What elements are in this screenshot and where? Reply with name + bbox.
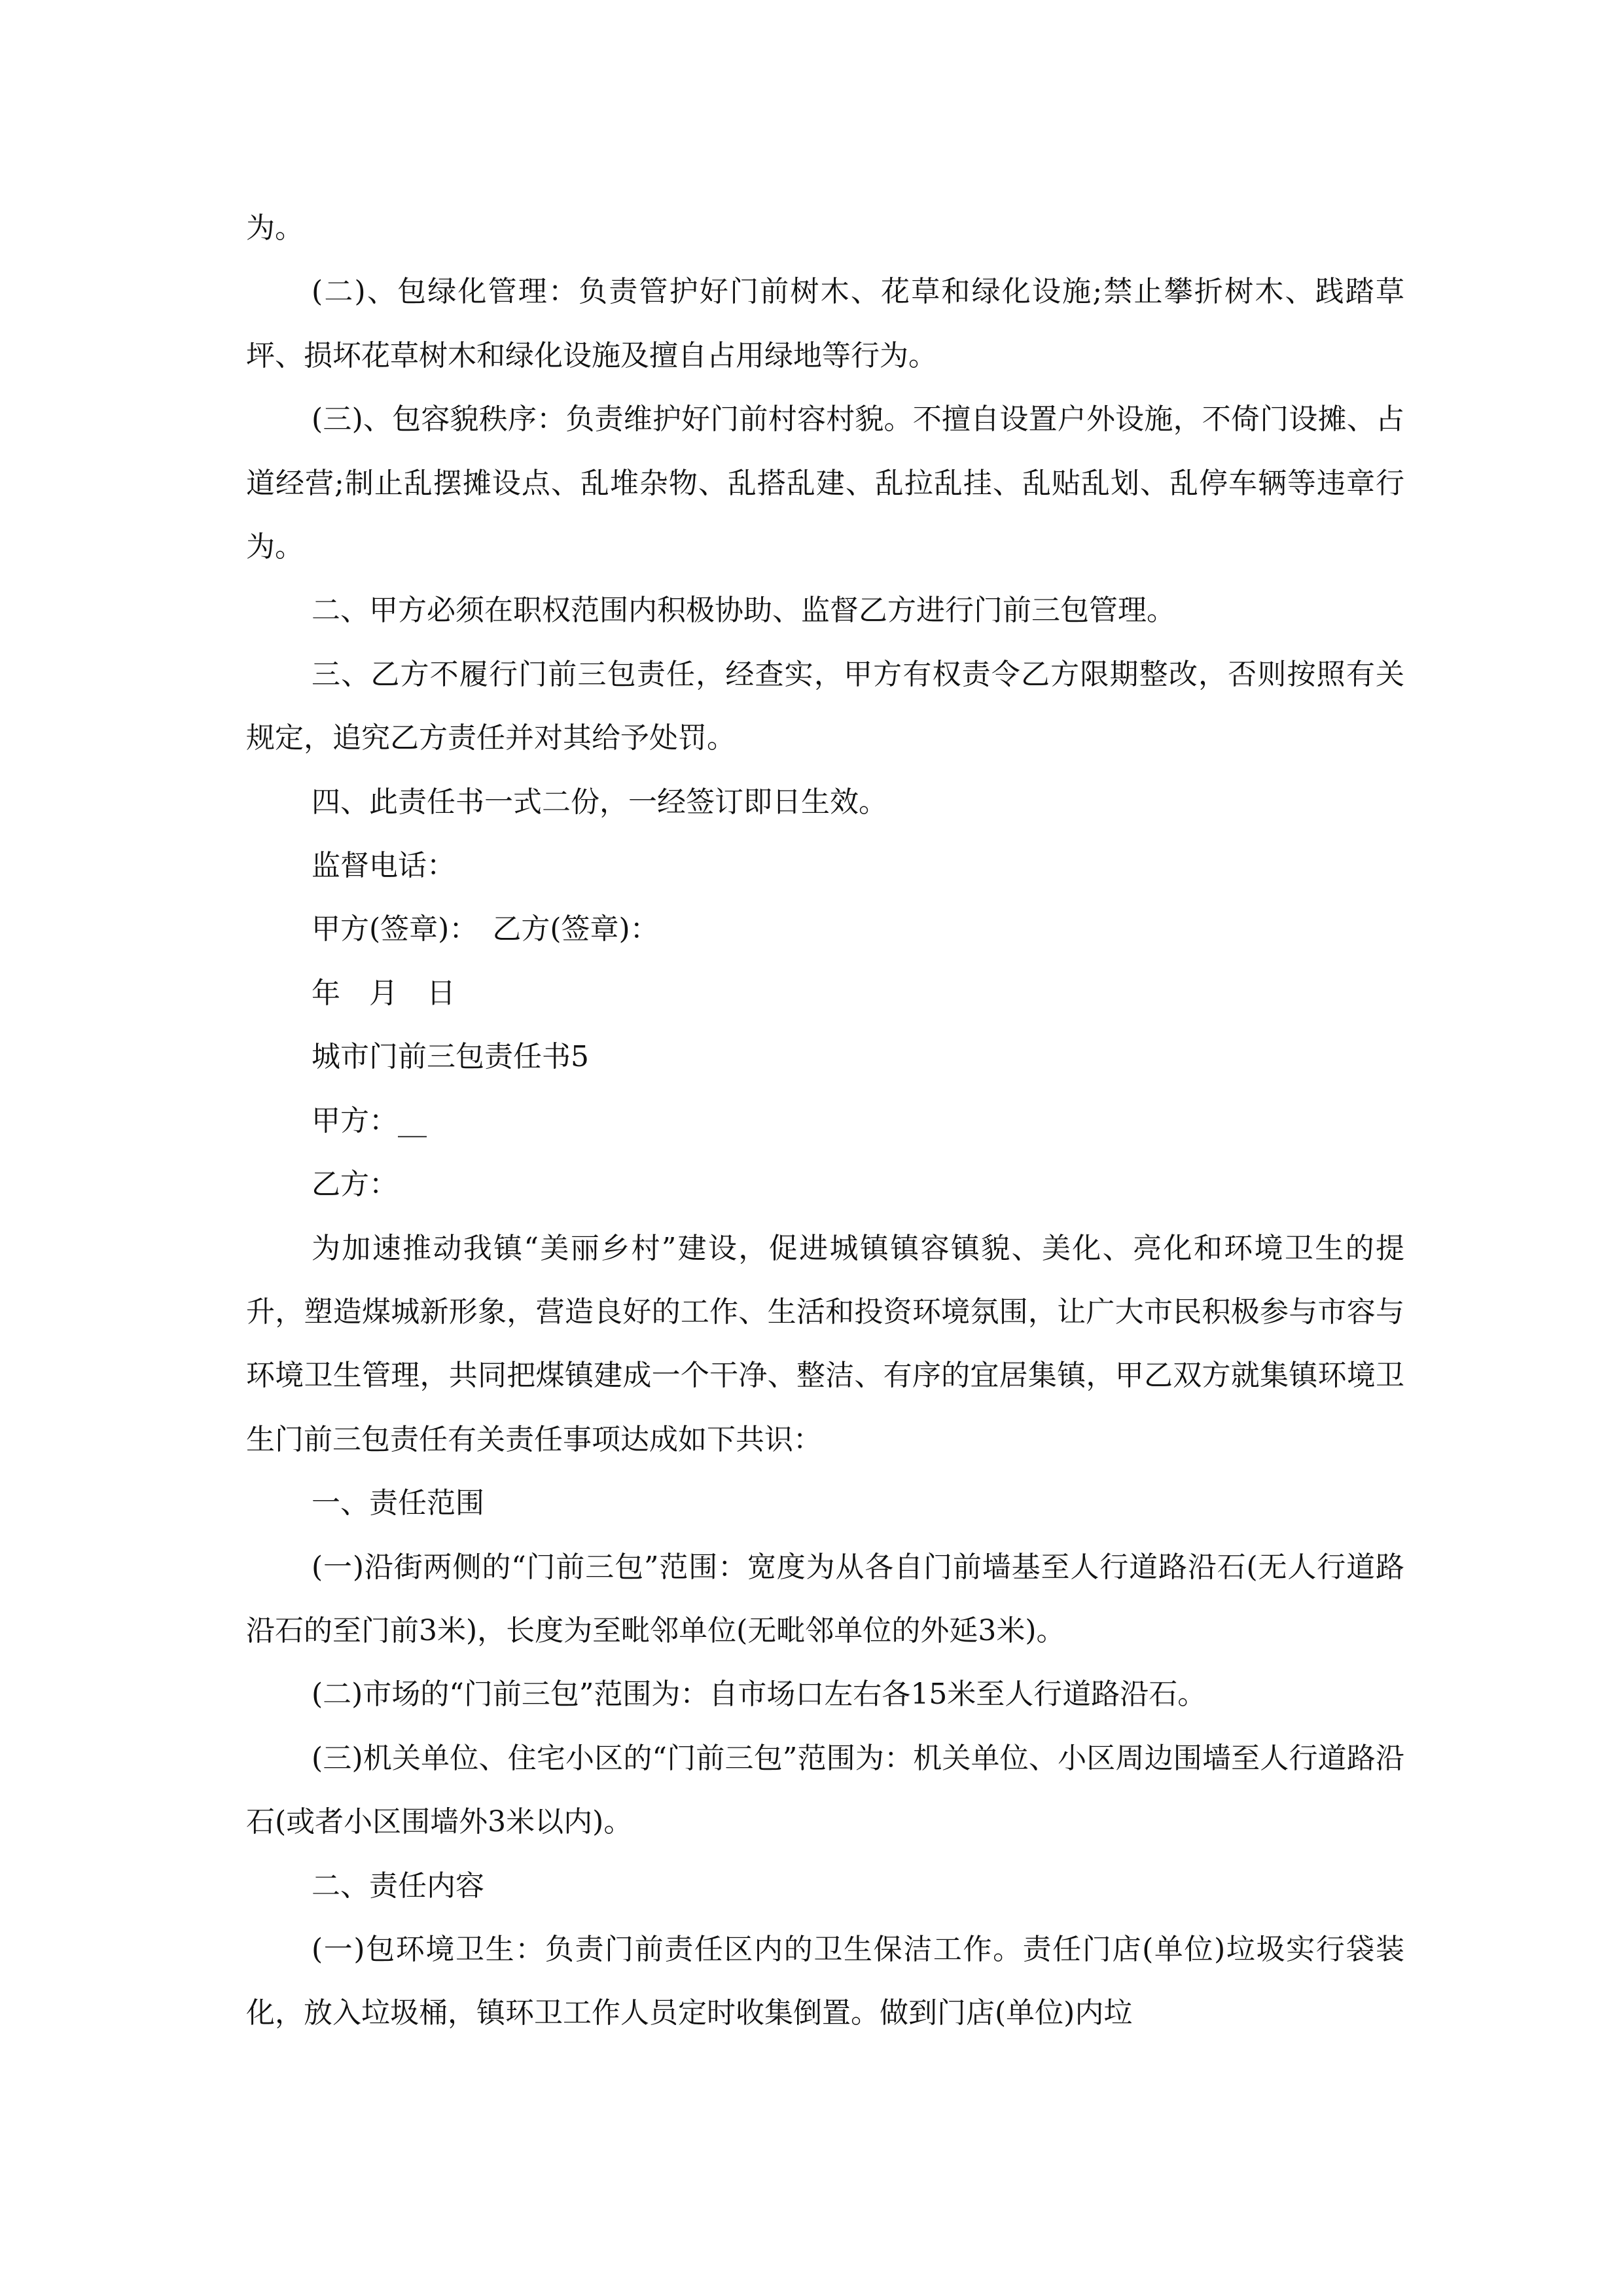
heading: 二、责任内容 (312, 1869, 484, 1903)
paragraph: 四、此责任书一式二份，一经签订即日生效。 (312, 785, 887, 819)
paragraph: 三、乙方不履行门前三包责任，经查实，甲方有权责令乙方限期整改，否则按照有关规定，追究乙方责任并对其给予处罚。 (246, 657, 1404, 755)
heading: 一、责任范围 (312, 1486, 484, 1520)
paragraph: 为加速推动我镇“美丽乡村”建设，促进城镇镇容镇貌、美化、亮化和环境卫生的提升，塑造煤城新形象，营造良好的工作、生活和投资环境氛围，让广大市民积极参与市容与环境卫生管理，共同把煤镇建成一个干净、整洁、有序的宜居集镇，甲乙双方就集镇环境卫生门前三包责任有关责任事项达成如下共识： (246, 1231, 1404, 1456)
paragraph: 二、甲方必须在职权范围内积极协助、监督乙方进行门前三包管理。 (312, 594, 1175, 628)
date-line: 年 月 日 (312, 976, 455, 1010)
paragraph: (二)市场的“门前三包”范围为：自市场口左右各15米至人行道路沿石。 (312, 1677, 1207, 1712)
paragraph: (三)机关单位、住宅小区的“门前三包”范围为：机关单位、小区周边围墙至人行道路沿石(或者小区围墙外3米以内)。 (246, 1741, 1404, 1839)
paragraph: (一)包环境卫生：负责门前责任区内的卫生保洁工作。责任门店(单位)垃圾实行袋装化，放入垃圾桶，镇环卫工作人员定时收集倒置。做到门店(单位)内垃 (246, 1932, 1404, 2030)
paragraph: (三)、包容貌秩序：负责维护好门前村容村貌。不擅自设置户外设施，不倚门设摊、占道经营;制止乱摆摊设点、乱堆杂物、乱搭乱建、乱拉乱挂、乱贴乱划、乱停车辆等违章行为。 (246, 403, 1404, 564)
document-page (246, 196, 1404, 2045)
paragraph: (二)、包绿化管理：负责管护好门前树木、花草和绿化设施;禁止攀折树木、践踏草坪、损坏花草树木和绿化设施及擅自占用绿地等行为。 (246, 275, 1404, 372)
section-title: 城市门前三包责任书5 (312, 1040, 589, 1074)
party-b-line: 乙方： (312, 1168, 398, 1202)
signature-line: 甲方(签章)： 乙方(签章)： (312, 912, 659, 946)
supervision-phone-label: 监督电话： (312, 849, 455, 883)
paragraph: 为。 (246, 211, 304, 245)
paragraph: (一)沿街两侧的“门前三包”范围：宽度为从各自门前墙基至人行道路沿石(无人行道路沿石的至门前3米)，长度为至毗邻单位(无毗邻单位的外延3米)。 (246, 1550, 1404, 1647)
party-a-line: 甲方：__ (312, 1103, 427, 1138)
